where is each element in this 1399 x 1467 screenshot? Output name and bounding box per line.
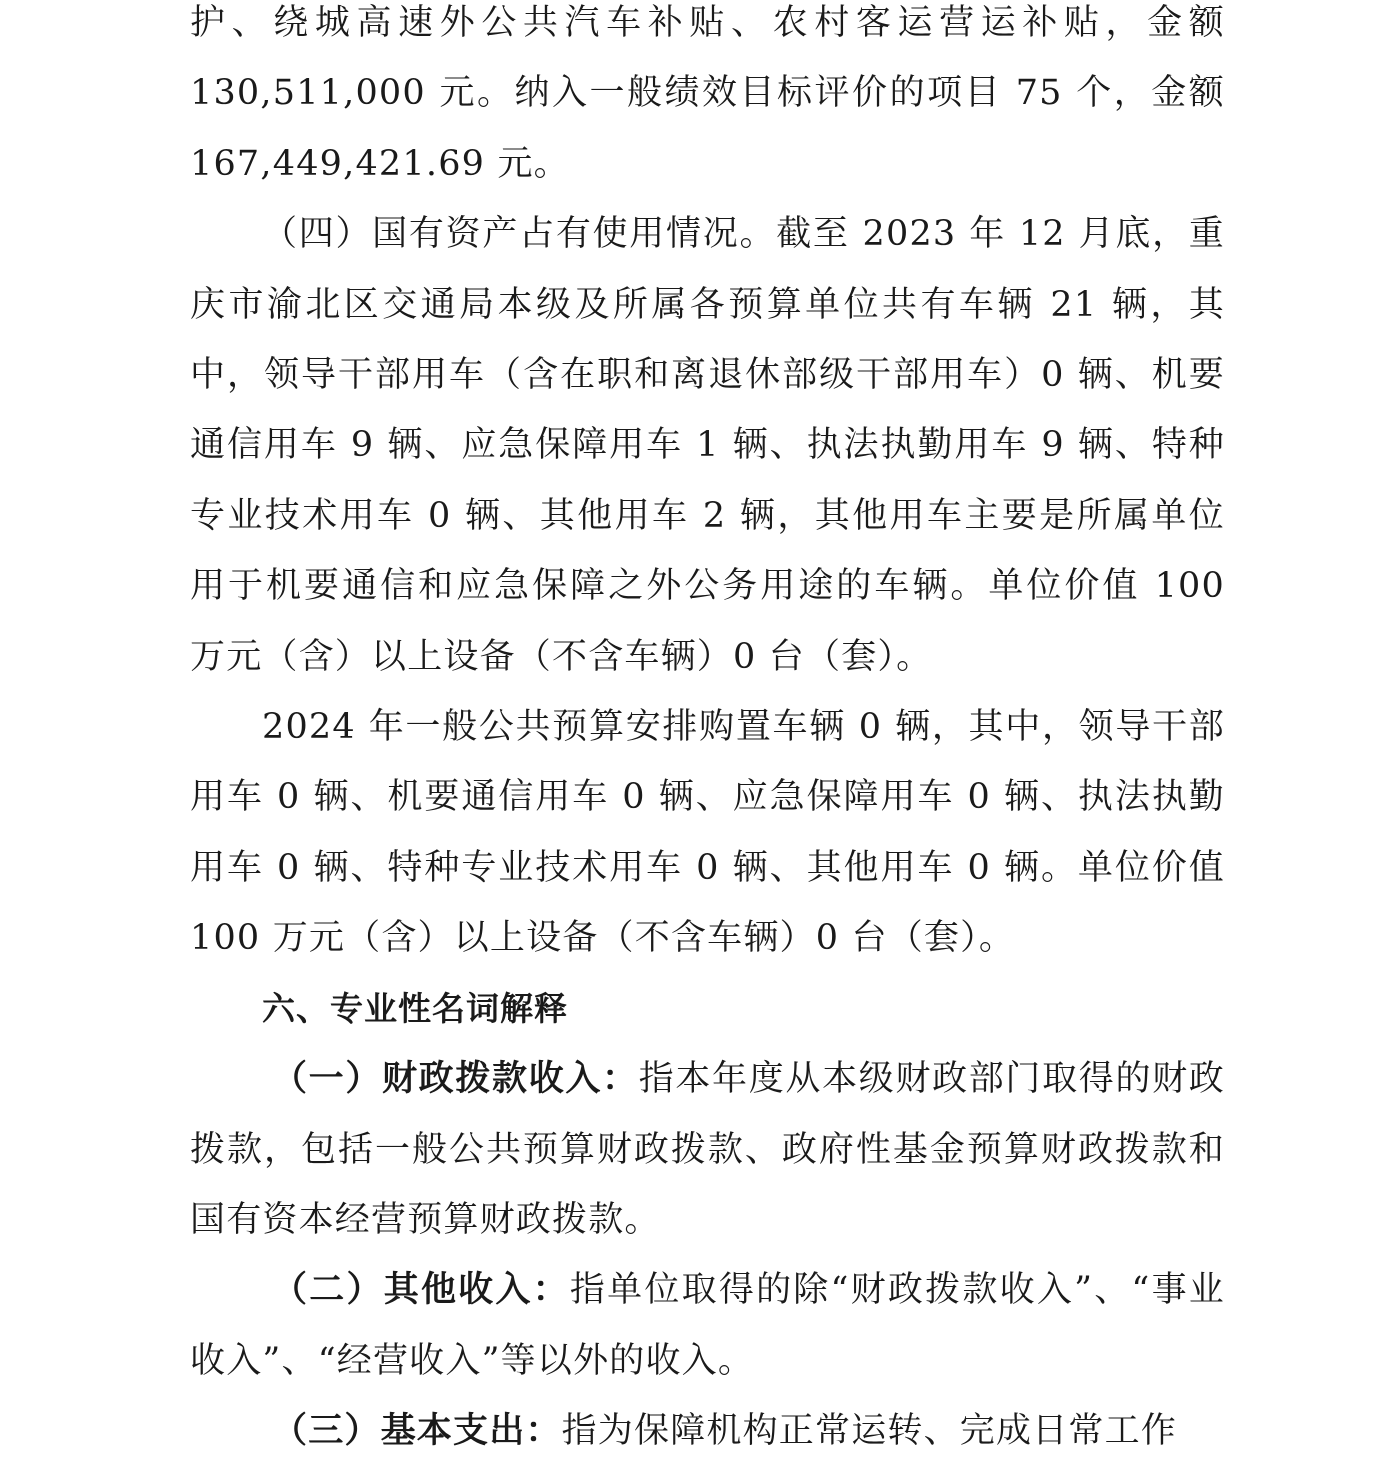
term-label: （二）其他收入： xyxy=(272,1269,570,1311)
section-lead: （四）国有资产占有使用情况。 xyxy=(262,214,777,255)
definition-basic-expenditure xyxy=(190,1396,1225,1466)
term-definition: 指单位取得的除“财政拨款收入”、“事业收入”、“经营收入”等以外的收入。 xyxy=(190,1270,1225,1381)
term-definition: 指为保障机构正常运转、完成日常工作 xyxy=(561,1411,1178,1452)
definition-other-income xyxy=(190,1255,1225,1396)
section-body: 截至 2023 年 12 月底，重庆市渝北区交通局本级及所属各预算单位共有车辆 21 辆，其中，领导干部用车（含在职和离退休部级干部用车）0 辆、机要通信用车 9 辆、应急保障用车 1 辆、执法执勤用车 9 辆、特种专业技术用车 0 辆、其他用车 2 辆，其他用车主要是所属单位用于机要通信和应急保障之外公务用途的车辆。单位价值 100 万元（含）以上设备（不含车辆）0 台（套）。 xyxy=(190,214,1225,677)
term-label: （三）基本支出： xyxy=(272,1410,562,1452)
section-heading: 六、专业性名词解释 xyxy=(262,988,568,1028)
definition-fiscal-appropriation xyxy=(190,1044,1225,1255)
paragraph-vehicle-budget: 2024 年一般公共预算安排购置车辆 0 辆，其中，领导干部用车 0 辆、机要通信用车 0 辆、应急保障用车 0 辆、执法执勤用车 0 辆、特种专业技术用车 0 辆、其他用车 0 辆。单位价值 100 万元（含）以上设备（不含车辆）0 台（套）。 xyxy=(190,707,1225,959)
term-definition: 指本年度从本级财政部门取得的财政拨款，包括一般公共预算财政拨款、政府性基金预算财政拨款和国有资本经营预算财政拨款。 xyxy=(190,1059,1225,1240)
paragraph-state-assets xyxy=(190,199,1225,692)
paragraph-project-funding: 护、绕城高速外公共汽车补贴、农村客运营运补贴，金额130,511,000 元。纳入一般绩效目标评价的项目 75 个，金额167,449,421.69 元。 xyxy=(190,3,1225,184)
document-page xyxy=(190,0,1225,1467)
term-label: （一）财政拨款收入： xyxy=(272,1058,639,1100)
